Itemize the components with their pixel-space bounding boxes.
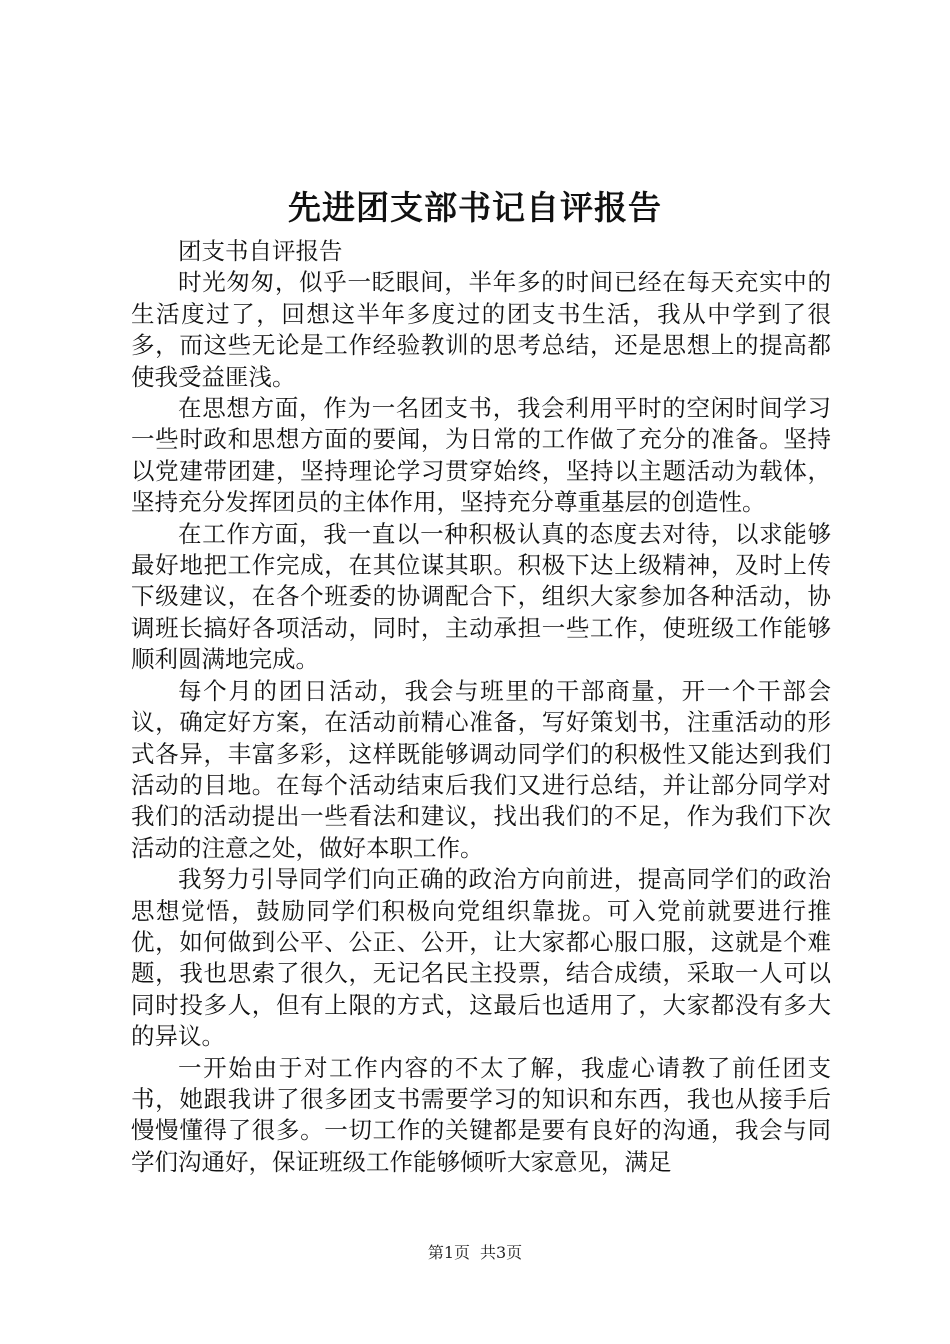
page-number: 第1页: [427, 1243, 470, 1262]
paragraph: 时光匆匆，似乎一眨眼间，半年多的时间已经在每天充实中的生活度过了，回想这半年多度过的团支书生活，我从中学到了很多，而这些无论是工作经验教训的思考总结，还是思想上的提高都使我受益匪浅。: [131, 268, 831, 391]
paragraph: 我努力引导同学们向正确的政治方向前进，提高同学们的政治思想觉悟，鼓励同学们积极向党组织靠拢。可入党前就要进行推优，如何做到公平、公正、公开，让大家都心服口服，这就是个难题，我也思索了很久，无记名民主投票，结合成绩，采取一人可以同时投多人，但有上限的方式，这最后也适用了，大家都没有多大的异议。: [131, 865, 831, 1051]
page-total: 共3页: [480, 1243, 523, 1262]
document-title: 先进团支部书记自评报告: [288, 188, 662, 227]
paragraph-subtitle: 团支书自评报告: [178, 237, 343, 265]
paragraph: 一开始由于对工作内容的不太了解，我虚心请教了前任团支书，她跟我讲了很多团支书需要学习的知识和东西，我也从接手后慢慢懂得了很多。一切工作的关键都是要有良好的沟通，我会与同学们沟通好，保证班级工作能够倾听大家意见，满足: [131, 1053, 831, 1176]
paragraph: 在思想方面，作为一名团支书，我会利用平时的空闲时间学习一些时政和思想方面的要闻，为日常的工作做了充分的准备。坚持以党建带团建，坚持理论学习贯穿始终，坚持以主题活动为载体，坚持充分发挥团员的主体作用，坚持充分尊重基层的创造性。: [131, 394, 831, 517]
paragraph: 在工作方面，我一直以一种积极认真的态度去对待，以求能够最好地把工作完成，在其位谋其职。积极下达上级精神，及时上传下级建议，在各个班委的协调配合下，组织大家参加各种活动，协调班长搞好各项活动，同时，主动承担一些工作，使班级工作能够顺利圆满地完成。: [131, 519, 831, 674]
document-body: [131, 236, 831, 1178]
paragraph: 每个月的团日活动，我会与班里的干部商量，开一个干部会议，确定好方案，在活动前精心准备，写好策划书，注重活动的形式各异，丰富多彩，这样既能够调动同学们的积极性又能达到我们活动的目地。在每个活动结束后我们又进行总结，并让部分同学对我们的活动提出一些看法和建议，找出我们的不足，作为我们下次活动的注意之处，做好本职工作。: [131, 676, 831, 862]
page-footer: [0, 1242, 950, 1264]
